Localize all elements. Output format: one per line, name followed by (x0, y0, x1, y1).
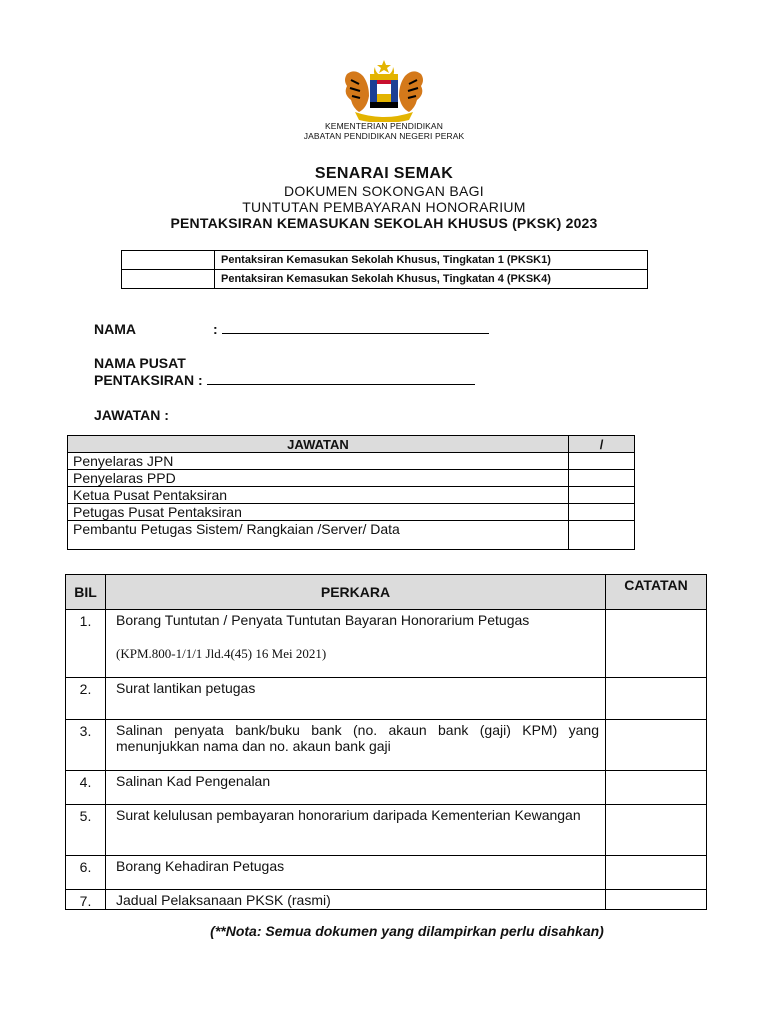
nama-input-row (213, 321, 489, 337)
jawatan-table (67, 435, 635, 550)
row-number: 6. (66, 856, 106, 890)
table-row (68, 453, 635, 470)
row-item-text: Salinan Kad Pengenalan (106, 771, 606, 805)
jawatan-label: JAWATAN : (94, 407, 169, 423)
jawatan-mark-cell[interactable] (569, 453, 635, 470)
nama-input-line[interactable] (222, 321, 489, 334)
catatan-header: CATATAN (606, 575, 707, 610)
row-item (106, 610, 606, 678)
pksk4-checkbox-cell[interactable] (122, 270, 215, 289)
row-item-text: Surat lantikan petugas (106, 678, 606, 720)
row-item-reference: (KPM.800-1/1/1 Jld.4(45) 16 Mei 2021) (116, 646, 327, 661)
title-main: SENARAI SEMAK (314, 165, 454, 182)
catatan-cell[interactable] (606, 678, 707, 720)
title-line2: DOKUMEN SOKONGAN BAGI (284, 183, 484, 199)
row-item-text: Jadual Pelaksanaan PKSK (rasmi) (106, 890, 606, 910)
table-row (66, 890, 707, 910)
title-line3: TUNTUTAN PEMBAYARAN HONORARIUM (242, 199, 526, 215)
table-row (66, 805, 707, 856)
table-row (68, 470, 635, 487)
ministry-header (300, 121, 468, 141)
pksk-selection-table (121, 250, 648, 289)
pksk1-label: Pentaksiran Kemasukan Sekolah Khusus, Tingkatan 1 (PKSK1) (215, 251, 648, 270)
table-row (68, 487, 635, 504)
table-row (68, 504, 635, 521)
jawatan-mark-header: / (569, 436, 635, 453)
catatan-cell[interactable] (606, 771, 707, 805)
catatan-cell[interactable] (606, 805, 707, 856)
table-row (68, 521, 635, 550)
row-item-text: Borang Kehadiran Petugas (106, 856, 606, 890)
pksk1-checkbox-cell[interactable] (122, 251, 215, 270)
perkara-header: PERKARA (106, 575, 606, 610)
table-row (66, 720, 707, 771)
jawatan-option: Penyelaras JPN (68, 453, 569, 470)
catatan-cell[interactable] (606, 610, 707, 678)
row-number: 1. (66, 610, 106, 678)
nama-colon: : (213, 321, 218, 337)
jawatan-mark-cell[interactable] (569, 504, 635, 521)
nama-label: NAMA (94, 321, 136, 337)
jawatan-option: Penyelaras PPD (68, 470, 569, 487)
row-item-text: Salinan penyata bank/buku bank (no. akaun bank (gaji) KPM) yang menunjukkan nama dan no. akaun bank gaji (106, 720, 606, 771)
table-row (66, 610, 707, 678)
bil-header: BIL (66, 575, 106, 610)
jawatan-option: Ketua Pusat Pentaksiran (68, 487, 569, 504)
checklist-table (65, 574, 707, 910)
catatan-cell[interactable] (606, 720, 707, 771)
jawatan-mark-cell[interactable] (569, 487, 635, 504)
nama-pusat-label: NAMA PUSAT (94, 355, 186, 371)
catatan-cell[interactable] (606, 856, 707, 890)
jawatan-mark-cell[interactable] (569, 521, 635, 550)
table-row (66, 678, 707, 720)
pksk4-label: Pentaksiran Kemasukan Sekolah Khusus, Tingkatan 4 (PKSK4) (215, 270, 648, 289)
department-name: JABATAN PENDIDIKAN NEGERI PERAK (303, 131, 465, 141)
pksk-row (122, 270, 648, 289)
pusat-input-line[interactable] (207, 372, 475, 385)
row-item-text: Borang Tuntutan / Penyata Tuntutan Bayaran Honorarium Petugas (116, 612, 530, 628)
footnote: (**Nota: Semua dokumen yang dilampirkan perlu disahkan) (210, 923, 604, 939)
checklist-header-row (66, 575, 707, 610)
row-item-text: Surat kelulusan pembayaran honorarium daripada Kementerian Kewangan (106, 805, 606, 856)
malaysia-crest-logo (337, 58, 431, 122)
nama-field (94, 321, 136, 337)
jawatan-header-row (68, 436, 635, 453)
catatan-cell[interactable] (606, 890, 707, 910)
table-row (66, 771, 707, 805)
row-number: 2. (66, 678, 106, 720)
pentaksiran-label: PENTAKSIRAN : (94, 372, 203, 388)
row-number: 4. (66, 771, 106, 805)
jawatan-mark-cell[interactable] (569, 470, 635, 487)
jawatan-header: JAWATAN (68, 436, 569, 453)
title-line4: PENTAKSIRAN KEMASUKAN SEKOLAH KHUSUS (PKSK) 2023 (170, 215, 598, 231)
row-number: 7. (66, 890, 106, 910)
document-title (0, 164, 768, 232)
ministry-name: KEMENTERIAN PENDIDIKAN (325, 121, 443, 131)
pentaksiran-field (94, 372, 475, 388)
jawatan-option: Pembantu Petugas Sistem/ Rangkaian /Server/ Data (68, 521, 569, 550)
pksk-row (122, 251, 648, 270)
row-number: 5. (66, 805, 106, 856)
jawatan-option: Petugas Pusat Pentaksiran (68, 504, 569, 521)
table-row (66, 856, 707, 890)
row-number: 3. (66, 720, 106, 771)
